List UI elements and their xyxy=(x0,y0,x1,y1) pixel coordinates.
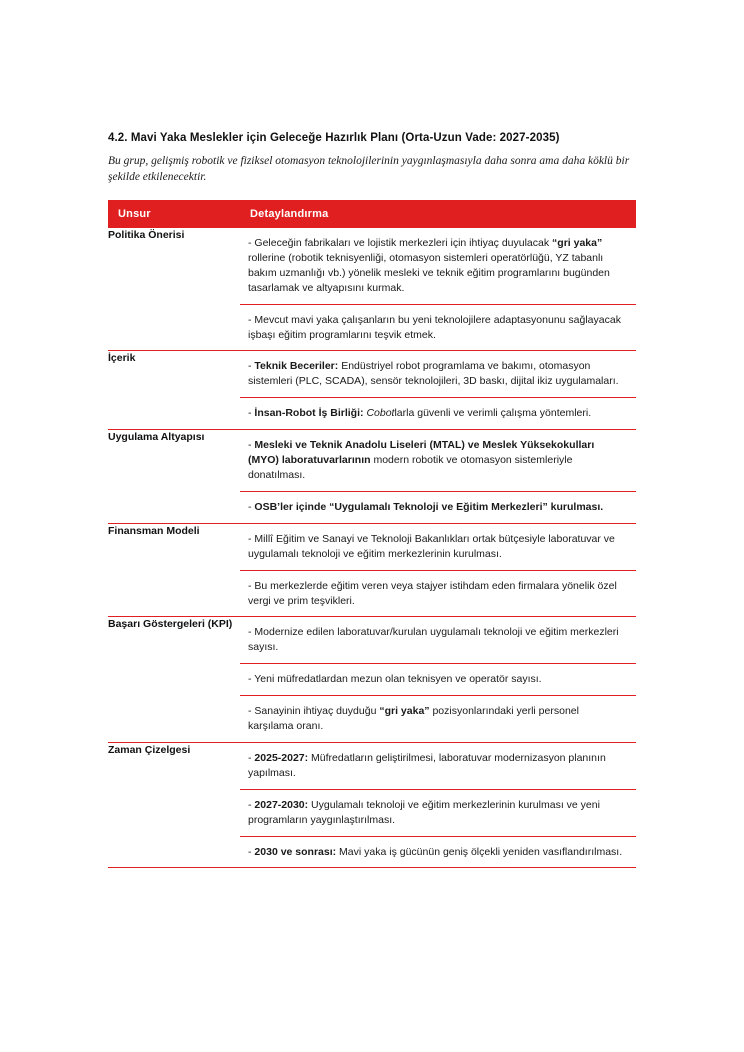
column-header-unsur: Unsur xyxy=(108,200,240,228)
detail-item xyxy=(240,837,636,868)
row-label: İçerik xyxy=(108,351,240,430)
detail-item xyxy=(240,696,636,742)
detail-text: - Teknik Beceriler: Endüstriyel robot programlama ve bakımı, otomasyon sistemleri (PLC, SCADA), sensör teknolojileri, 3D baskı, dijital ikiz uygulamaları. xyxy=(248,360,619,388)
content-table xyxy=(108,200,636,868)
detail-text: - Yeni müfredatlardan mezun olan teknisyen ve operatör sayısı. xyxy=(248,673,542,686)
detail-text: - 2027-2030: Uygulamalı teknoloji ve eğitim merkezlerinin kurulması ve yeni programların yaygınlaştırılması. xyxy=(248,798,600,826)
detail-item xyxy=(240,743,636,790)
row-label: Politika Önerisi xyxy=(108,228,240,351)
detail-text: - Bu merkezlerde eğitim veren veya stajyer istihdam eden firmalara yönelik özel vergi ve prim teşvikleri. xyxy=(248,579,617,607)
table-body xyxy=(108,228,636,868)
detail-item xyxy=(240,305,636,351)
detail-text: - Modernize edilen laboratuvar/kurulan uygulamalı teknoloji ve eğitim merkezleri sayısı. xyxy=(248,626,619,654)
detail-item xyxy=(240,228,636,305)
detail-text: - İnsan-Robot İş Birliği: Cobotlarla güvenli ve verimli çalışma yöntemleri. xyxy=(248,407,592,420)
row-detail xyxy=(240,430,636,524)
detail-text: - 2030 ve sonrası: Mavi yaka iş gücünün geniş ölçekli yeniden vasıflandırılması. xyxy=(248,845,623,858)
row-detail xyxy=(240,523,636,617)
detail-text: - Millî Eğitim ve Sanayi ve Teknoloji Bakanlıkları ortak bütçesiyle laboratuvar ve uygulamalı teknoloji ve eğitim merkezlerinin kurulması. xyxy=(248,532,615,560)
detail-text: - Mesleki ve Teknik Anadolu Liseleri (MTAL) ve Meslek Yüksekokulları (MYO) laboratuvarlarının modern robotik ve otomasyon sistemleriyle donatılması. xyxy=(248,439,595,481)
row-detail xyxy=(240,742,636,868)
page-subtitle: Bu grup, gelişmiş robotik ve fiziksel otomasyon teknolojilerinin yaygınlaşmasıyla daha sonra ama daha köklü bir şekilde etkilenecektir. xyxy=(108,154,630,184)
detail-text: - Mevcut mavi yaka çalışanların bu yeni teknolojilere adaptasyonunu sağlayacak işbaşı eğitim programlarını teşvik etmek. xyxy=(248,313,621,341)
column-header-detaylandirma: Detaylandırma xyxy=(240,200,636,228)
detail-item xyxy=(240,790,636,837)
detail-item xyxy=(240,664,636,696)
detail-item xyxy=(240,571,636,617)
row-detail xyxy=(240,228,636,351)
row-detail xyxy=(240,617,636,743)
table-row xyxy=(108,430,636,524)
detail-text: - OSB’ler içinde “Uygulamalı Teknoloji ve Eğitim Merkezleri” kurulması. xyxy=(248,500,604,513)
row-label: Zaman Çizelgesi xyxy=(108,742,240,868)
row-label: Başarı Göstergeleri (KPI) xyxy=(108,617,240,743)
detail-item xyxy=(240,617,636,664)
table-header-row xyxy=(108,200,636,228)
table-row xyxy=(108,228,636,351)
detail-text: - Sanayinin ihtiyaç duyduğu “gri yaka” pozisyonlarındaki yerli personel karşılama oranı. xyxy=(248,705,579,733)
table-header xyxy=(108,200,636,228)
row-label: Finansman Modeli xyxy=(108,523,240,617)
table-row xyxy=(108,351,636,430)
detail-item xyxy=(240,524,636,571)
row-label: Uygulama Altyapısı xyxy=(108,430,240,524)
page-title: 4.2. Mavi Yaka Meslekler için Geleceğe Hazırlık Planı (Orta-Uzun Vade: 2027-2035) xyxy=(108,132,560,144)
table-row xyxy=(108,523,636,617)
table-row xyxy=(108,742,636,868)
detail-item xyxy=(240,430,636,492)
detail-text: - Geleceğin fabrikaları ve lojistik merkezleri için ihtiyaç duyulacak “gri yaka” rollerine (robotik teknisyenliği, otomasyon sistemleri operatörlüğü, YZ tabanlı bakım uzmanlığı vb.) yönelik mesleki ve teknik eğitim programlarını bugünden tasarlamak ve altyapısını kurmak. xyxy=(248,237,610,294)
table-row xyxy=(108,617,636,743)
detail-item xyxy=(240,492,636,523)
detail-text: - 2025-2027: Müfredatların geliştirilmesi, laboratuvar modernizasyon planının yapılması. xyxy=(248,751,606,779)
detail-item xyxy=(240,351,636,398)
row-detail xyxy=(240,351,636,430)
detail-item xyxy=(240,398,636,429)
